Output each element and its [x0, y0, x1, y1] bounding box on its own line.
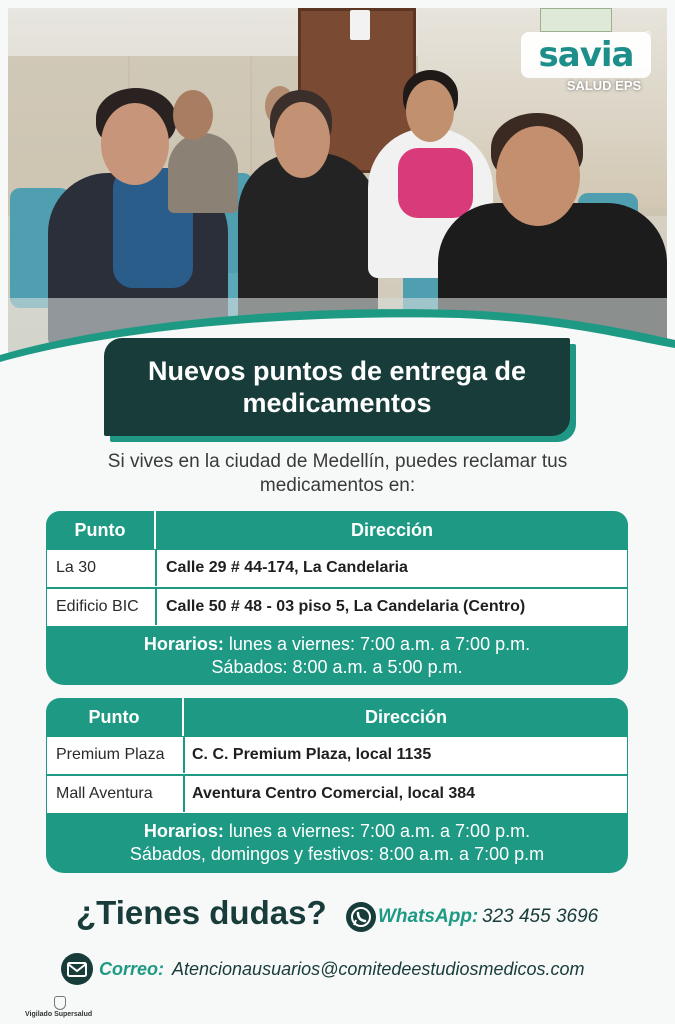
points-table-1	[46, 511, 628, 685]
questions-heading: ¿Tienes dudas?	[76, 894, 327, 931]
cell-punto: Mall Aventura	[56, 785, 153, 802]
face	[173, 90, 213, 140]
hours-weekday: lunes a viernes: 7:00 a.m. a 7:00 p.m.	[223, 821, 531, 841]
email-label: Correo:	[99, 959, 165, 979]
hours-label: Horarios:	[143, 634, 224, 654]
intro-text: Si vives en la ciudad de Medellín, puedes reclamar tus medicamentos en:	[107, 451, 568, 496]
hours-line-1	[46, 820, 628, 843]
logo-text: savia	[538, 35, 634, 75]
hours-line-2: Sábados: 8:00 a.m. a 5:00 p.m.	[211, 657, 463, 677]
face	[496, 126, 580, 226]
hours-box	[46, 627, 628, 685]
cell-divider	[183, 737, 185, 773]
cell-divider	[183, 776, 185, 812]
cell-punto: La 30	[56, 559, 97, 576]
header-direccion: Dirección	[364, 706, 448, 727]
table-row	[46, 775, 628, 814]
wall-notice	[540, 8, 612, 32]
cell-direccion: Calle 29 # 44-174, La Candelaria	[166, 559, 408, 576]
whatsapp-number-link[interactable]: 323 455 3696	[482, 906, 599, 927]
mail-icon	[61, 953, 93, 985]
title-banner	[104, 338, 570, 436]
page-title: Nuevos puntos de entrega de medicamentos	[147, 356, 527, 418]
whatsapp-label: WhatsApp:	[378, 906, 479, 927]
whatsapp-icon	[346, 902, 376, 932]
hours-line-1	[46, 633, 628, 656]
email-link[interactable]: Atencionausuarios@comitedeestudiosmedicos.com	[172, 959, 585, 979]
cell-punto: Edificio BIC	[56, 598, 139, 615]
door-sign	[350, 10, 370, 40]
header-direccion: Dirección	[350, 519, 434, 540]
pink-bag	[398, 148, 473, 218]
points-table-2	[46, 698, 628, 873]
person-background	[168, 133, 238, 213]
cell-divider	[155, 550, 157, 586]
cell-direccion: C. C. Premium Plaza, local 1135	[192, 746, 432, 763]
hours-weekday: lunes a viernes: 7:00 a.m. a 7:00 p.m.	[223, 634, 531, 654]
face	[406, 80, 454, 142]
hours-label: Horarios:	[143, 821, 224, 841]
face	[274, 102, 330, 178]
logo-subtitle: SALUD EPS	[566, 78, 642, 93]
supersalud-text: Supersalud	[54, 1011, 93, 1018]
savia-logo	[521, 32, 651, 78]
supersalud-seal-icon	[54, 996, 66, 1010]
vigilado-footer	[25, 1011, 92, 1018]
face	[101, 103, 169, 185]
hours-box	[46, 814, 628, 873]
header-punto: Punto	[88, 706, 140, 727]
table-row	[46, 549, 628, 588]
hours-line-2: Sábados, domingos y festivos: 8:00 a.m. a 7:00 p.m	[129, 844, 545, 864]
cell-direccion: Aventura Centro Comercial, local 384	[192, 785, 476, 802]
header-punto: Punto	[74, 519, 126, 540]
cell-divider	[155, 589, 157, 625]
table-row	[46, 736, 628, 775]
cell-punto: Premium Plaza	[56, 746, 165, 763]
table-header	[46, 698, 628, 736]
table-row	[46, 588, 628, 627]
table-header	[46, 511, 628, 549]
registered-mark: ®	[644, 30, 652, 41]
vigilado-text: Vigilado	[25, 1011, 53, 1018]
cell-direccion: Calle 50 # 48 - 03 piso 5, La Candelaria (Centro)	[166, 598, 526, 615]
